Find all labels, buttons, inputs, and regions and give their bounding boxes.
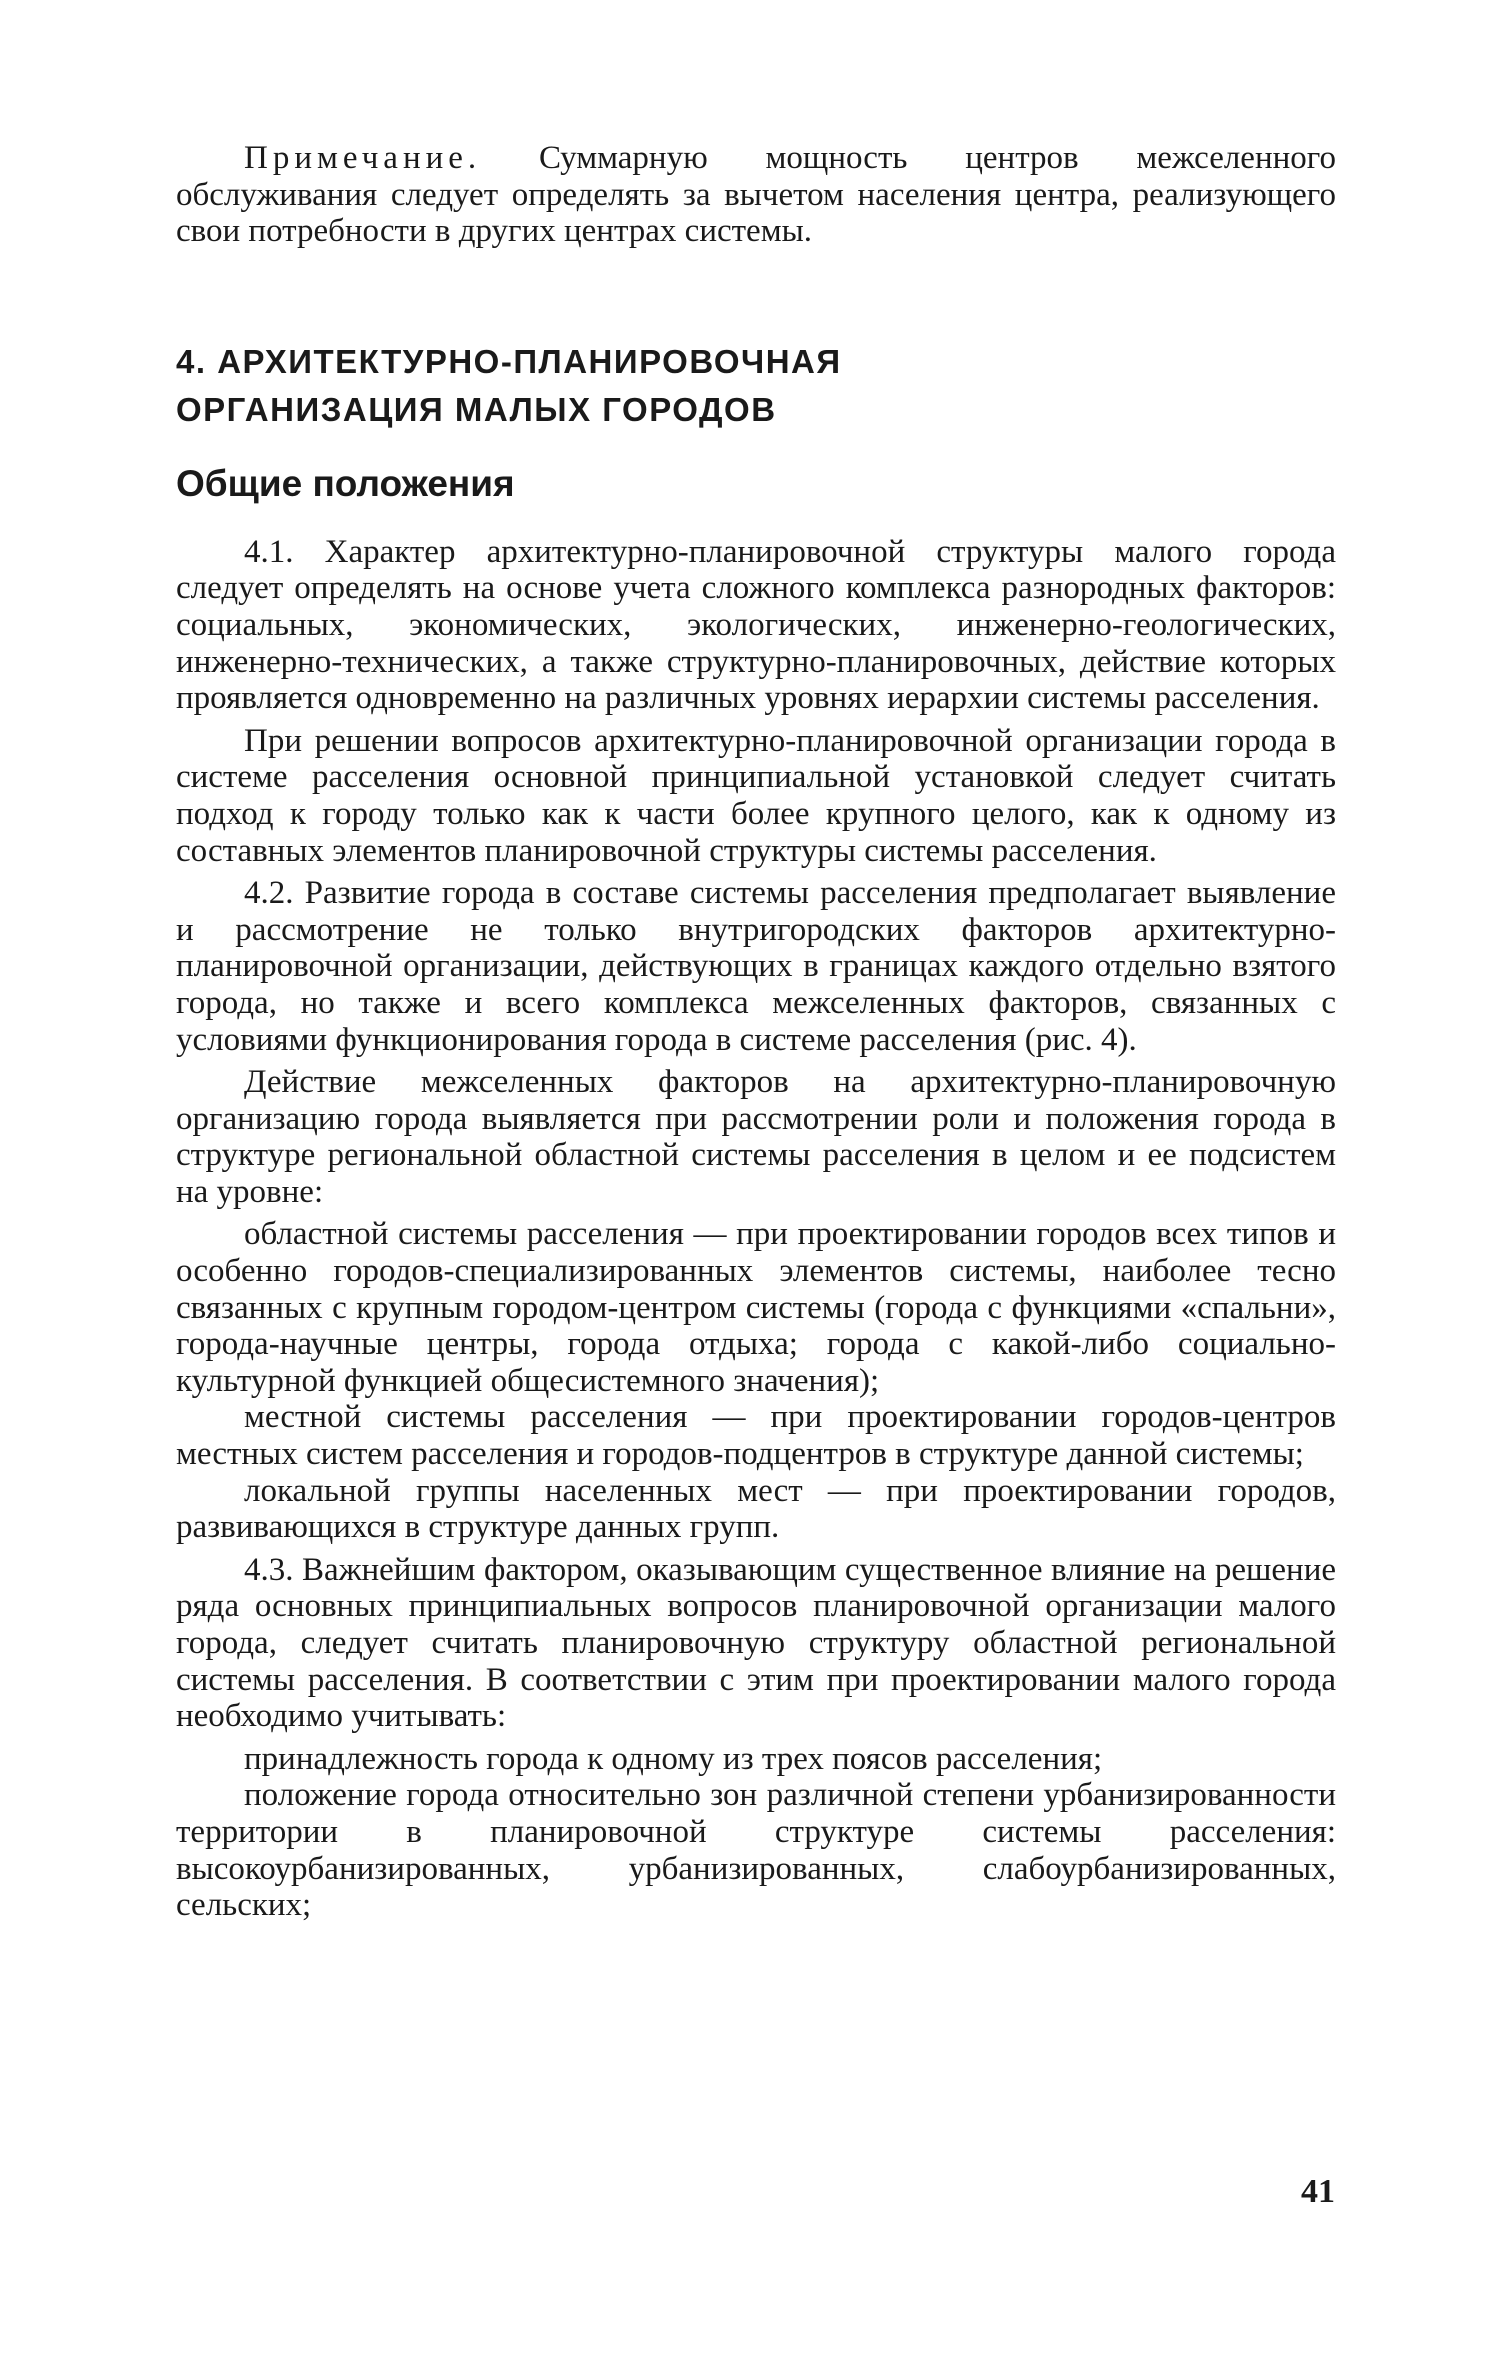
section-title: Общие положения <box>176 462 515 504</box>
note-paragraph <box>176 140 1336 250</box>
note-text: Суммарную мощность центров межселенного обслуживания следует определять за вычетом населения центра, реализующего свои потребности в других центрах системы. <box>176 140 1336 250</box>
page-body <box>176 140 1336 1924</box>
list-item-regional: областной системы расселения — при проектировании городов всех типов и особенно городов-специализированных элементов системы, наиболее тесно связанных с крупным городом-центром системы (города с функциями «спальни», города-научные центры, города отдыха; города с какой-либо социально-культурной функцией общесистемного значения); <box>176 1216 1336 1399</box>
list-item-local-group: локальной группы населенных мест — при проектировании городов, развивающихся в структуре данных групп. <box>176 1472 1336 1546</box>
list-item-zones: положение города относительно зон различной степени урбанизированности территории в планировочной структуре системы расселения: высокоурбанизированных, урбанизированных, слабоурбанизированных, сельских; <box>176 1777 1336 1924</box>
paragraph-org: При решении вопросов архитектурно-планировочной организации города в системе расселения основной принципиальной установкой следует считать подход к городу только как к части более крупного целого, как к одному из составных элементов планировочной структуры системы расселения. <box>176 722 1336 869</box>
paragraph-4-3: 4.3. Важнейшим фактором, оказывающим существенное влияние на решение ряда основных принципиальных вопросов планировочной организации малого города, следует считать планировочную структуру областной региональной системы расселения. В соответствии с этим при проектировании малого города необходимо учитывать: <box>176 1551 1336 1735</box>
list-item-belts: принадлежность города к одному из трех поясов расселения; <box>244 1740 1103 1777</box>
note-label: Примечание. <box>244 140 482 176</box>
chapter-title-line2: ОРГАНИЗАЦИЯ МАЛЫХ ГОРОДОВ <box>176 390 777 428</box>
paragraph-4-2: 4.2. Развитие города в составе системы расселения предполагает выявление и рассмотрение не только внутригородских факторов архитектурно-планировочной организации, действующих в границах каждого отдельно взятого города, но также и всего комплекса межселенных факторов, связанных с условиями функционирования города в системе расселения (рис. 4). <box>176 875 1336 1058</box>
paragraph-4-1: 4.1. Характер архитектурно-планировочной структуры малого города следует определять на основе учета сложного комплекса разнородных факторов: социальных, экономических, экологических, инженерно-геологических, инженерно-технических, а также структурно-планировочных, действие которых проявляется одновременно на различных уровнях иерархии системы расселения. <box>176 533 1336 717</box>
chapter-title-line1: 4. АРХИТЕКТУРНО-ПЛАНИРОВОЧНАЯ <box>176 342 842 380</box>
list-item-local-system: местной системы расселения — при проектировании городов-центров местных систем расселения и городов-подцентров в структуре данной системы; <box>176 1399 1336 1473</box>
paragraph-factors: Действие межселенных факторов на архитектурно-планировочную организацию города выявляется при рассмотрении роли и положения города в структуре региональной областной системы расселения в целом и ее подсистем на уровне: <box>176 1064 1336 1210</box>
page-number: 41 <box>1301 2173 1335 2210</box>
